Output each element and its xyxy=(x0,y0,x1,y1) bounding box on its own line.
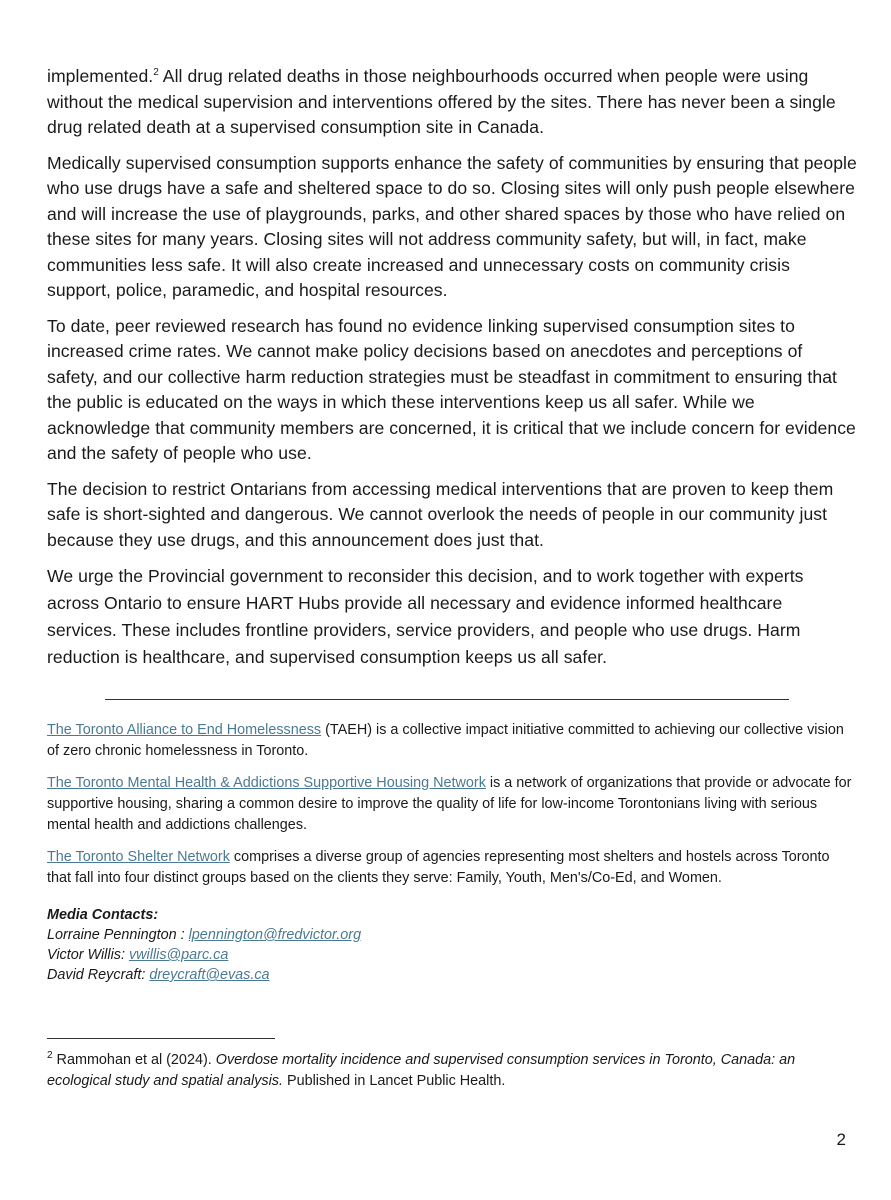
paragraph-5: We urge the Provincial government to reconsider this decision, and to work together with experts across Ontario to ensure HART Hubs provide all necessary and evidence informed healthcare services. These includes frontline providers, service providers, and people who use drugs. Harm reduction is healthcare, and supervised consumption keeps us all safer. xyxy=(47,566,804,667)
shelter-network-link[interactable]: The Toronto Shelter Network xyxy=(47,849,230,865)
document-page xyxy=(47,64,857,1092)
paragraph-1 xyxy=(47,64,857,141)
contact-email-link[interactable]: dreycraft@evas.ca xyxy=(149,967,270,983)
paragraph-1-rest: All drug related deaths in those neighbourhoods occurred when people were using without the medical supervision and interventions offered by the sites. There has never been a single drug related death at a supervised consumption site in Canada. xyxy=(47,66,836,137)
contact-name: Victor Willis: xyxy=(47,947,129,963)
org-description-taeh xyxy=(47,720,857,762)
page-number: 2 xyxy=(836,1130,846,1149)
section-divider xyxy=(105,699,789,700)
footnote-title: Overdose mortality incidence and supervised consumption services in Toronto, Canada: an ecological study and spatial analysis. xyxy=(47,1052,796,1089)
media-contacts xyxy=(47,905,857,985)
contact-email-link[interactable]: lpennington@fredvictor.org xyxy=(188,927,362,943)
contact-email-link[interactable]: vwillis@parc.ca xyxy=(128,947,229,963)
paragraph-2: Medically supervised consumption supports enhance the safety of communities by ensuring that people who use drugs have a safe and sheltered space to do so. Closing sites will only push people elsewhere and will increase the use of playgrounds, parks, and other shared spaces by those who have relied on these sites for many years. Closing sites will not address community safety, but will, in fact, make communities less safe. It will also create increased and unnecessary costs on community crisis support, police, paramedic, and hospital resources. xyxy=(47,152,857,300)
housing-network-link[interactable]: The Toronto Mental Health & Addictions Supportive Housing Network xyxy=(47,775,486,791)
shelter-network-text: comprises a diverse group of agencies representing most shelters and hostels across Toronto that fall into four distinct groups based on the clients they serve: Family, Youth, Men's/Co-Ed, and Women. xyxy=(47,849,830,886)
contact-line xyxy=(47,945,857,965)
media-contacts-title: Media Contacts: xyxy=(47,907,159,923)
paragraph-4: The decision to restrict Ontarians from accessing medical interventions that are proven to keep them safe is short-sighted and dangerous. We cannot overlook the needs of people in our community just because they use drugs, and this announcement does just that. xyxy=(47,478,834,550)
footnote-number: 2 xyxy=(47,1050,53,1062)
housing-network-text: is a network of organizations that provide or advocate for supportive housing, sharing a common desire to improve the quality of life for low-income Torontonians living with serious mental health and addictions challenges. xyxy=(47,775,852,833)
footnote-reference[interactable]: 2 xyxy=(153,67,159,79)
taeh-link[interactable]: The Toronto Alliance to End Homelessness xyxy=(47,722,322,738)
contact-line xyxy=(47,965,857,985)
org-description-housing-network xyxy=(47,773,857,836)
footnote-published: Published in Lancet Public Health. xyxy=(282,1073,506,1089)
footnote xyxy=(47,1050,857,1092)
footnote-authors: Rammohan et al (2024). xyxy=(52,1052,216,1068)
contact-line xyxy=(47,925,857,945)
taeh-text: (TAEH) is a collective impact initiative committed to achieving our collective vision of zero chronic homelessness in Toronto. xyxy=(47,722,844,759)
footnote-divider xyxy=(47,1038,275,1039)
contact-name: David Reycraft: xyxy=(47,967,150,983)
contact-name: Lorraine Pennington : xyxy=(47,927,189,943)
org-description-shelter-network xyxy=(47,847,857,889)
paragraph-1-start: implemented. xyxy=(47,66,154,86)
paragraph-3: To date, peer reviewed research has found no evidence linking supervised consumption sites to increased crime rates. We cannot make policy decisions based on anecdotes and perceptions of safety, and our collective harm reduction strategies must be steadfast in commitment to ensuring that the public is educated on the ways in which these interventions keep us all safer. While we acknowledge that community members are concerned, it is critical that we include concern for evidence and the safety of people who use. xyxy=(47,315,856,463)
organizations-section xyxy=(47,720,857,889)
